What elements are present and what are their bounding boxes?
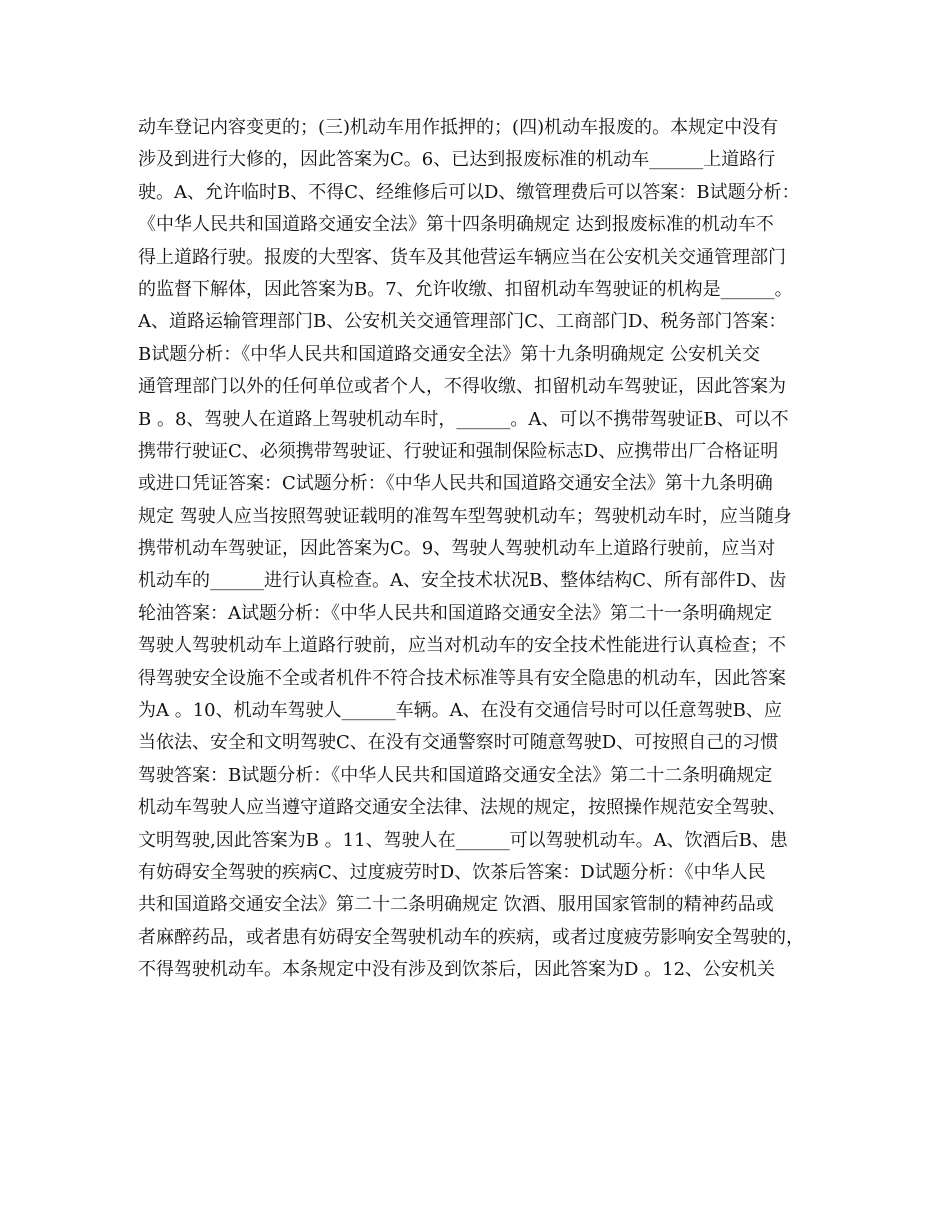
text-line: 驾驶答案：B试题分析：《中华人民共和国道路交通安全法》第二十二条明确规定	[138, 764, 773, 786]
text-line: 动车登记内容变更的；(三)机动车用作抵押的；(四)机动车报废的。本规定中没有	[138, 117, 779, 138]
text-line: 共和国道路交通安全法》第二十二条明确规定 饮酒、服用国家管制的精神药品或	[138, 894, 774, 916]
text-line: 携带机动车驾驶证，因此答案为C。9、驾驶人驾驶机动车上道路行驶前，应当对	[138, 538, 776, 560]
text-line: 文明驾驶,因此答案为B 。11、驾驶人在______可以驾驶机动车。A、饮酒后B、患	[138, 829, 788, 851]
text-line: 得上道路行驶。报废的大型客、货车及其他营运车辆应当在公安机关交通管理部门	[138, 246, 786, 268]
text-line: 的监督下解体，因此答案为B。7、允许收缴、扣留机动车驾驶证的机构是______。	[138, 278, 793, 300]
text-line: 当依法、安全和文明驾驶C、在没有交通警察时可随意驾驶D、可按照自己的习惯	[138, 732, 779, 754]
body-text	[138, 112, 828, 987]
text-line: 不得驾驶机动车。本条规定中没有涉及到饮茶后，因此答案为D 。12、公安机关	[138, 959, 776, 981]
text-line: 为A 。10、机动车驾驶人______车辆。A、在没有交通信号时可以任意驾驶B、应	[138, 700, 782, 722]
text-line: 机动车的______进行认真检查。A、安全技术状况B、整体结构C、所有部件D、齿	[138, 570, 787, 592]
text-line: B 。8、驾驶人在道路上驾驶机动车时，______。A、可以不携带驾驶证B、可以不	[138, 408, 789, 430]
text-line: 驾驶人驾驶机动车上道路行驶前，应当对机动车的安全技术性能进行认真检查；不	[138, 635, 786, 657]
text-line: B试题分析：《中华人民共和国道路交通安全法》第十九条明确规定 公安机关交	[138, 343, 760, 365]
text-line: 携带行驶证C、必须携带驾驶证、行驶证和强制保险标志D、应携带出厂合格证明	[138, 440, 779, 462]
text-line: 通管理部门以外的任何单位或者个人，不得收缴、扣留机动车驾驶证，因此答案为	[138, 376, 786, 398]
text-line: 者麻醉药品，或者患有妨碍安全驾驶机动车的疾病，或者过度疲劳影响安全驾驶的，	[138, 926, 804, 948]
text-line: 轮油答案：A试题分析：《中华人民共和国道路交通安全法》第二十一条明确规定	[138, 602, 772, 624]
text-line: 驶。A、允许临时B、不得C、经维修后可以D、缴管理费后可以答案：B试题分析：	[138, 181, 800, 203]
text-line: A、道路运输管理部门B、公安机关交通管理部门C、工商部门D、税务部门答案：	[138, 311, 787, 333]
text-line: 规定 驾驶人应当按照驾驶证载明的准驾车型驾驶机动车；驾驶机动车时，应当随身	[138, 505, 792, 527]
text-line: 有妨碍安全驾驶的疾病C、过度疲劳时D、饮茶后答案：D试题分析：《中华人民	[138, 861, 766, 883]
text-line: 《中华人民共和国道路交通安全法》第十四条明确规定 达到报废标准的机动车不	[138, 214, 774, 236]
text-line: 或进口凭证答案：C试题分析：《中华人民共和国道路交通安全法》第十九条明确	[138, 473, 773, 495]
text-line: 得驾驶安全设施不全或者机件不符合技术标准等具有安全隐患的机动车，因此答案	[138, 667, 786, 689]
text-line: 涉及到进行大修的，因此答案为C。6、已达到报废标准的机动车______上道路行	[138, 149, 776, 171]
text-line: 机动车驾驶人应当遵守道路交通安全法律、法规的规定，按照操作规范安全驾驶、	[138, 797, 786, 819]
